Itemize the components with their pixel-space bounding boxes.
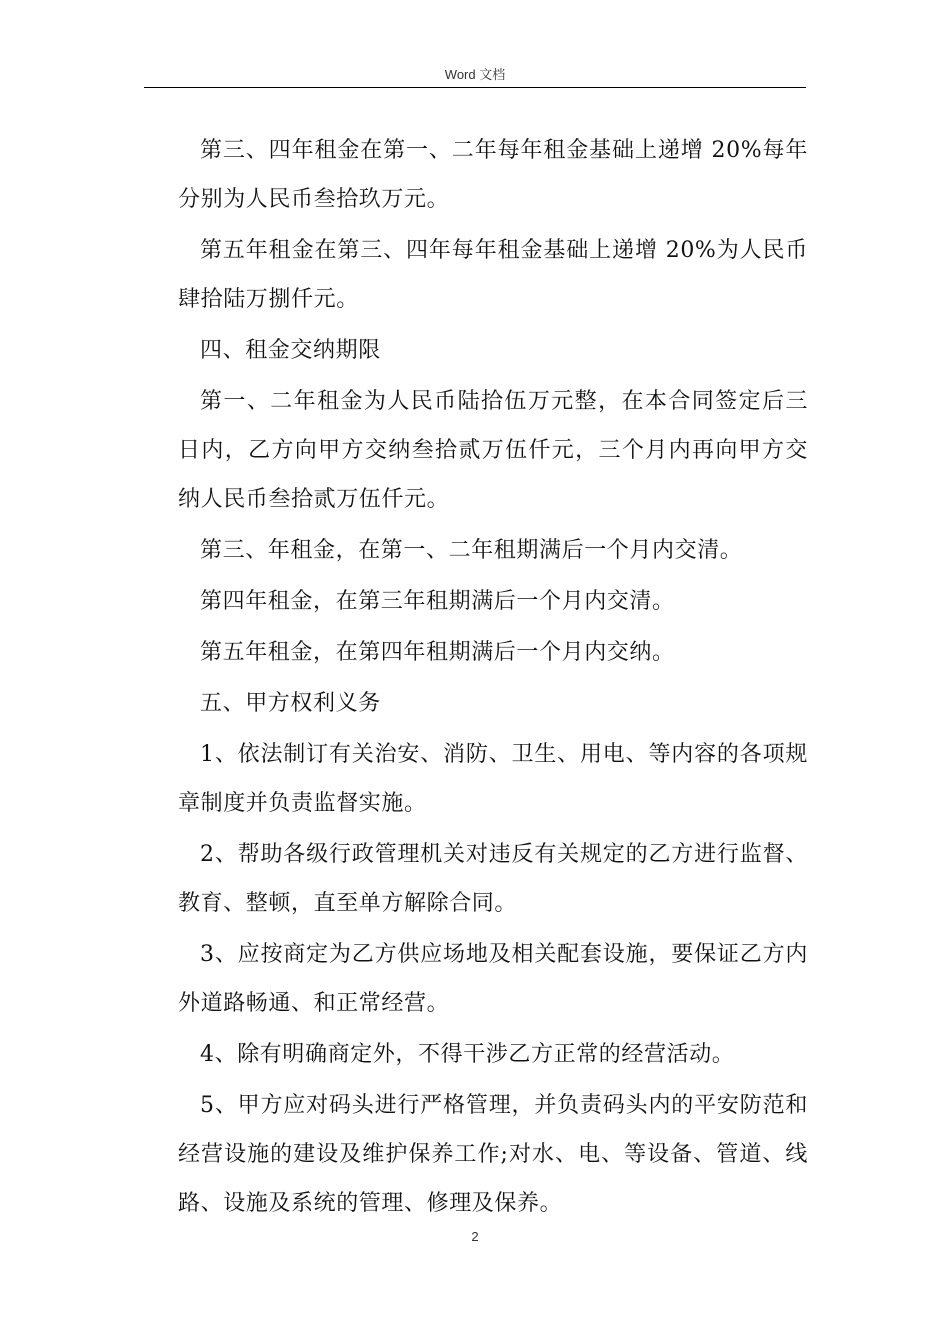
paragraph-rent-year-5: 第五年租金在第三、四年每年租金基础上递增 20%为人民币肆拾陆万捌仟元。 — [178, 238, 808, 312]
paragraph-payment-year-5: 第五年租金，在第四年租期满后一个月内交纳。 — [200, 640, 675, 665]
list-item-3: 3、应按商定为乙方供应场地及相关配套设施，要保证乙方内外道路畅通、和正常经营。 — [178, 942, 808, 1016]
list-item-5: 5、甲方应对码头进行严格管理，并负责码头内的平安防范和经营设施的建设及维护保养工作;对水、电、等设备、管道、线路、设施及系统的管理、修理及保养。 — [178, 1093, 808, 1216]
paragraph-payment-years-1-2: 第一、二年租金为人民币陆拾伍万元整，在本合同签定后三日内，乙方向甲方交纳叁拾贰万伍仟元，三个月内再向甲方交纳人民币叁拾贰万伍仟元。 — [178, 389, 808, 512]
paragraph-rent-years-3-4: 第三、四年租金在第一、二年每年租金基础上递增 20%每年分别为人民币叁拾玖万元。 — [178, 138, 808, 212]
list-item-4: 4、除有明确商定外，不得干涉乙方正常的经营活动。 — [200, 1042, 735, 1067]
section-heading-party-a-rights: 五、甲方权利义务 — [200, 691, 381, 716]
header-divider — [144, 87, 806, 88]
list-item-2: 2、帮助各级行政管理机关对违反有关规定的乙方进行监督、教育、整顿，直至单方解除合同。 — [178, 842, 808, 916]
page-number: 2 — [471, 1229, 479, 1244]
section-heading-rent-payment-terms: 四、租金交纳期限 — [200, 338, 381, 363]
list-item-1: 1、依法制订有关治安、消防、卫生、用电、等内容的各项规章制度并负责监督实施。 — [178, 742, 808, 816]
paragraph-payment-year-3: 第三、年租金，在第一、二年租期满后一个月内交清。 — [200, 538, 743, 563]
paragraph-payment-year-4: 第四年租金，在第三年租期满后一个月内交清。 — [200, 589, 675, 614]
document-body — [178, 126, 808, 1228]
page-header-title: Word 文档 — [444, 67, 506, 82]
